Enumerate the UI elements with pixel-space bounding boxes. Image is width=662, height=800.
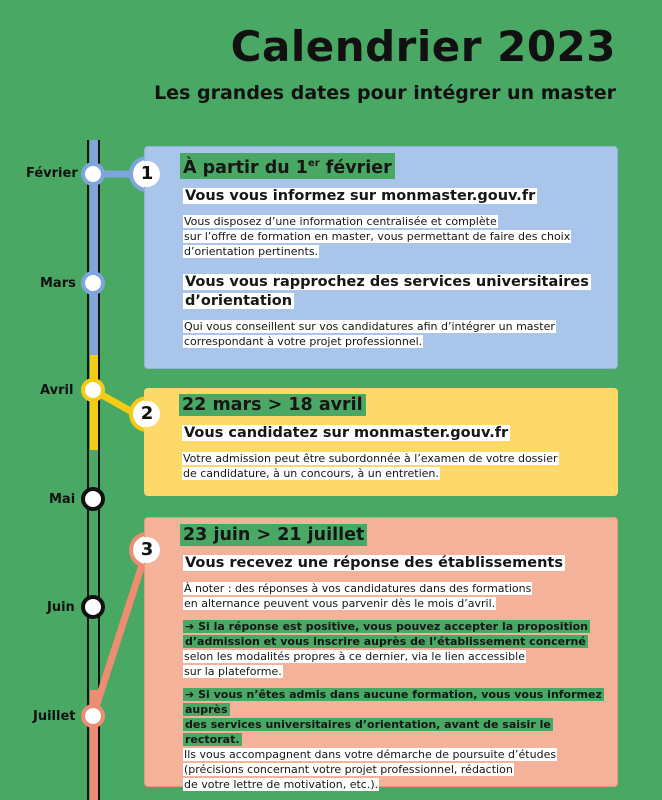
month-mars: Mars [40, 276, 76, 291]
step-3-bullet-positive: ➔ Si la réponse est positive, vous pouvez accepter la proposition d’admission et vous inscrire auprès de l’établissement concerné selon les modalités propres à ce dernier, via le lien accessible sur la plateforme. [184, 620, 588, 678]
page-subtitle: Les grandes dates pour intégrer un master [154, 82, 616, 104]
step-3-number: 3 [134, 537, 160, 563]
step-2-subheading: Vous candidatez sur monmaster.gouv.fr [184, 425, 509, 441]
month-avril: Avril [40, 383, 74, 398]
step-2-card [144, 388, 618, 496]
step-3-note: À noter : des réponses à vos candidatures dans des formations en alternance peuvent vous parvenir dès le mois d’avril. [184, 582, 532, 610]
stop-fevrier [83, 164, 103, 184]
stop-mars [83, 273, 103, 293]
month-juillet: Juillet [33, 709, 76, 724]
step-2-paragraph: Votre admission peut être subordonnée à l’examen de votre dossier de candidature, à un concours, à un entretien. [183, 452, 558, 480]
page-title: Calendrier 2023 [230, 22, 616, 71]
step-2-title: 22 mars > 18 avril [179, 394, 366, 416]
step-3-title: 23 juin > 21 juillet [180, 524, 367, 546]
stop-juin [83, 597, 103, 617]
arrow-icon: ➔ [185, 688, 195, 701]
step-1-subheading-2: Vous vous rapprochez des services universitaires d’orientation [185, 273, 589, 309]
step-3-card [144, 517, 618, 791]
month-mai: Mai [49, 492, 76, 507]
arrow-icon: ➔ [185, 620, 195, 633]
step-3-bullet-none: ➔ Si vous n’êtes admis dans aucune formation, vous vous informez auprès des services universitaires d’orientation, avant de saisir le rectorat. Ils vous accompagnent dans votre démarche de poursuite d’études (précisions concernant votre projet professionnel, rédaction de votre lettre de motivation, etc.). [184, 688, 602, 791]
step-1-paragraph-2: Qui vous conseillent sur vos candidatures afin d’intégrer un master correspondant à votre projet professionnel. [184, 319, 555, 348]
month-fevrier: Février [26, 166, 78, 181]
step-1-subheading-1: Vous vous informez sur monmaster.gouv.fr [185, 187, 536, 204]
step-1-number: 1 [134, 161, 160, 187]
stop-juillet [83, 706, 103, 726]
step-1-paragraph-1: Vous disposez d’une information centralisée et complète sur l’offre de formation en master, vous permettant de faire des choix d’orientation pertinents. [184, 214, 571, 258]
step-1-title: À partir du 1er février [180, 153, 395, 179]
stop-mai [83, 489, 103, 509]
step-1-card [144, 146, 618, 369]
month-juin: Juin [47, 600, 75, 615]
step-3-subheading: Vous recevez une réponse des établissements [185, 555, 563, 571]
stop-avril [83, 380, 103, 400]
step-2-number: 2 [134, 401, 160, 427]
